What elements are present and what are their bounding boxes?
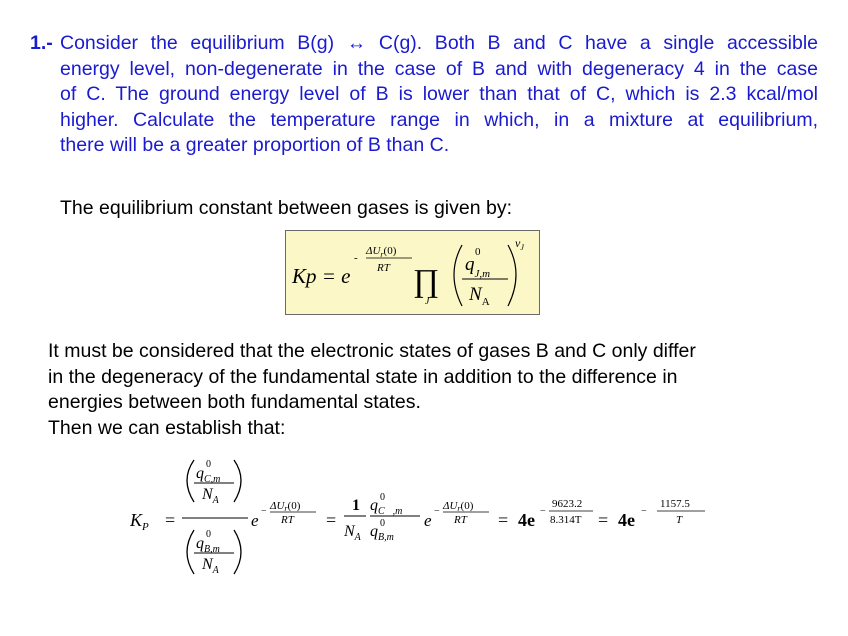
na-upper: $N_A$ (202, 486, 219, 506)
equilibrium-constant-formula-box (285, 230, 540, 315)
exponent-sign: - (354, 252, 358, 264)
exp-den-3: 8.314T (550, 514, 582, 526)
problem-statement (30, 31, 818, 159)
problem-line: higher. Calculate the temperature range in which, in a mixture at equilibrium, (60, 108, 818, 131)
upper-left-paren (187, 460, 194, 502)
na-lower: $N_A$ (202, 556, 219, 576)
intro-sentence: The equilibrium constant between gases is given by: (60, 197, 513, 219)
explanation-text (48, 339, 762, 441)
equals-4: = (598, 510, 609, 530)
explanation-line: energies between both fundamental states. (48, 391, 421, 413)
exp-minus-1: − (261, 506, 267, 517)
lower-right-paren (234, 530, 241, 574)
exp-den-2: RT (454, 514, 467, 526)
explanation-line: Then we can establish that: (48, 416, 286, 439)
product-index: J (425, 296, 430, 307)
kp-derivation-formula (130, 456, 720, 580)
q-b-denominator: $q_{B,m}$ (196, 535, 220, 555)
problem-line: Consider the equilibrium B(g) ↔ C(g). Both B and C have a single accessible (60, 32, 818, 54)
one: 1 (352, 497, 360, 514)
fraction-numerator: $q_{J,m}$ (465, 254, 491, 280)
q-c-superscript: 0 (206, 459, 211, 470)
explanation-line: in the degeneracy of the fundamental state in addition to the difference in (48, 365, 678, 388)
right-paren (508, 245, 516, 306)
kp-equals-e: Kp = e (292, 264, 351, 288)
q-c-middle-sup: 0 (380, 492, 385, 503)
numerator-superscript: 0 (475, 246, 481, 258)
exp-den-4: T (676, 514, 683, 526)
q-c-numerator: $q_{C,m}$ (196, 465, 221, 485)
na-middle: $N_A$ (344, 523, 361, 543)
exp-num-4: 1157.5 (660, 498, 690, 510)
exp-num-2: ΔUr(0) (443, 500, 474, 513)
problem-line: of C. The ground energy level of B is lower than that of C, which is 2.3 kcal/mol (60, 83, 818, 105)
equals-1: = (165, 510, 176, 530)
exponent-denominator: RT (377, 262, 390, 274)
equilibrium-constant-formula (286, 231, 541, 316)
left-paren (454, 245, 462, 306)
four-e-2: 4e (618, 510, 635, 530)
problem-number: 1.- (30, 32, 53, 54)
exp-num-1: ΔUr(0) (270, 500, 301, 513)
four-e-1: 4e (518, 510, 535, 530)
exponent-numerator: $\Delta U_r(0)$ (366, 245, 397, 259)
product-symbol: ∏ (413, 262, 440, 298)
equals-3: = (498, 510, 509, 530)
q-b-middle-sup: 0 (380, 518, 385, 529)
fraction-denominator: $N_A$ (469, 284, 490, 308)
problem-line: energy level, non-degenerate in the case of B and with degeneracy 4 in the case (60, 57, 818, 80)
exp-minus-4: − (641, 506, 647, 517)
exp-minus-2: − (434, 506, 440, 517)
problem-line: there will be a greater proportion of B than C. (60, 134, 450, 156)
explanation-line: It must be considered that the electronic states of gases B and C only differ (48, 340, 696, 362)
upper-right-paren (234, 460, 241, 502)
exp-den-1: RT (281, 514, 294, 526)
exp-e-1: e (251, 511, 259, 530)
lower-left-paren (187, 530, 194, 574)
equals-2: = (326, 510, 337, 530)
power-nu: $\nu_J$ (515, 236, 524, 252)
q-b-superscript: 0 (206, 529, 211, 540)
kp-symbol: $K_P$ (130, 510, 149, 533)
problem-text (60, 31, 818, 159)
exp-minus-3: − (540, 506, 546, 517)
exp-num-3: 9623.2 (552, 498, 583, 510)
q-b-middle: $q_{B,m}$ (370, 523, 394, 543)
exp-e-2: e (424, 511, 432, 530)
q-c-middle: $q_C$ ,m (370, 497, 403, 517)
